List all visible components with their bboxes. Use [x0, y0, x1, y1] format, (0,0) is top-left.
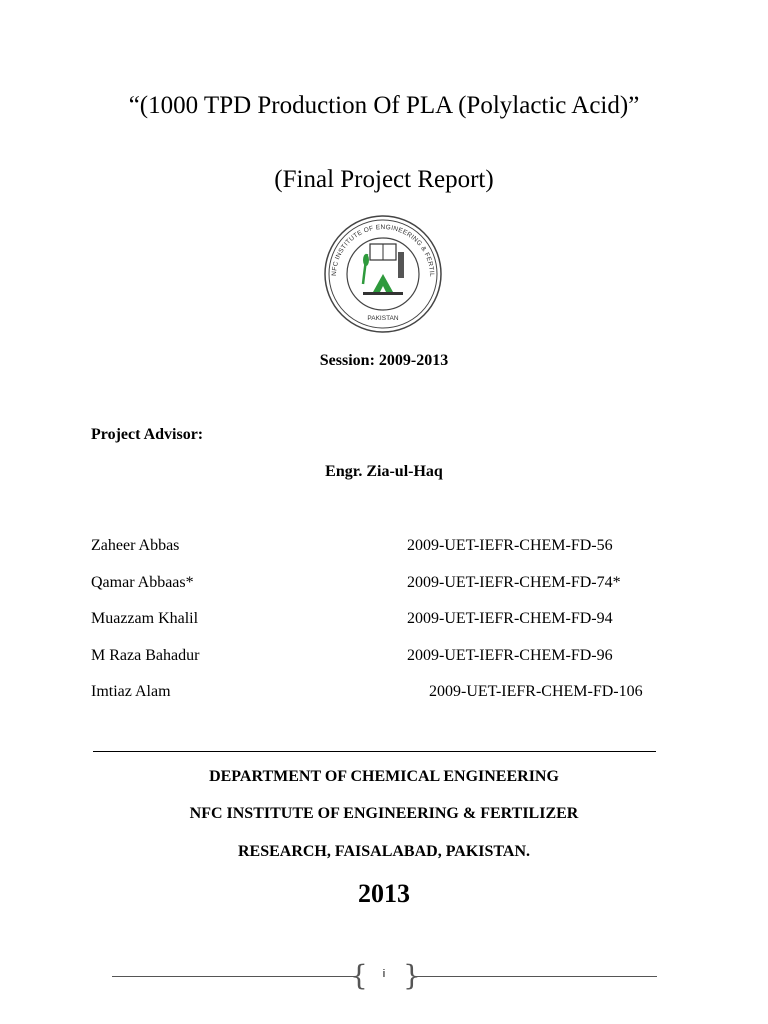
svg-text:NFC INSTITUTE OF ENGINEERING & [318, 214, 435, 277]
advisor-label: Project Advisor: [91, 426, 204, 443]
department-line-2: NFC INSTITUTE OF ENGINEERING & FERTILIZER [189, 805, 579, 822]
report-subtitle: (Final Project Report) [274, 166, 494, 193]
member-name: M Raza Bahadur [91, 647, 200, 664]
member-id: 2009-UET-IEFR-CHEM-FD-94 [407, 610, 613, 627]
member-id: 2009-UET-IEFR-CHEM-FD-74* [407, 574, 621, 591]
member-name: Qamar Abbaas* [91, 574, 194, 591]
department-line-1: DEPARTMENT OF CHEMICAL ENGINEERING [209, 768, 559, 785]
seal-bottom-text: PAKISTAN [367, 315, 399, 322]
report-title: “(1000 TPD Production Of PLA (Polylactic Acid)” [128, 92, 640, 119]
department-line-3: RESEARCH, FAISALABAD, PAKISTAN. [237, 843, 531, 860]
footer-rule-right [414, 976, 657, 977]
member-id: 2009-UET-IEFR-CHEM-FD-56 [407, 537, 613, 554]
seal-ring-text: NFC INSTITUTE OF ENGINEERING & FERTIL [330, 223, 436, 278]
page-number: i [382, 968, 386, 980]
member-id: 2009-UET-IEFR-CHEM-FD-106 [429, 683, 643, 700]
member-name: Zaheer Abbas [91, 537, 180, 554]
institute-seal-icon [318, 214, 448, 334]
report-year: 2013 [358, 879, 410, 908]
member-id: 2009-UET-IEFR-CHEM-FD-96 [407, 647, 613, 664]
session-label: Session: 2009-2013 [319, 352, 449, 369]
member-name: Muazzam Khalil [91, 610, 199, 627]
left-brace-icon: { [350, 959, 368, 992]
footer-rule-left [112, 976, 354, 977]
member-name: Imtiaz Alam [91, 683, 171, 700]
right-brace-icon: } [403, 959, 421, 992]
advisor-name: Engr. Zia-ul-Haq [325, 463, 443, 480]
divider-line [93, 751, 656, 752]
